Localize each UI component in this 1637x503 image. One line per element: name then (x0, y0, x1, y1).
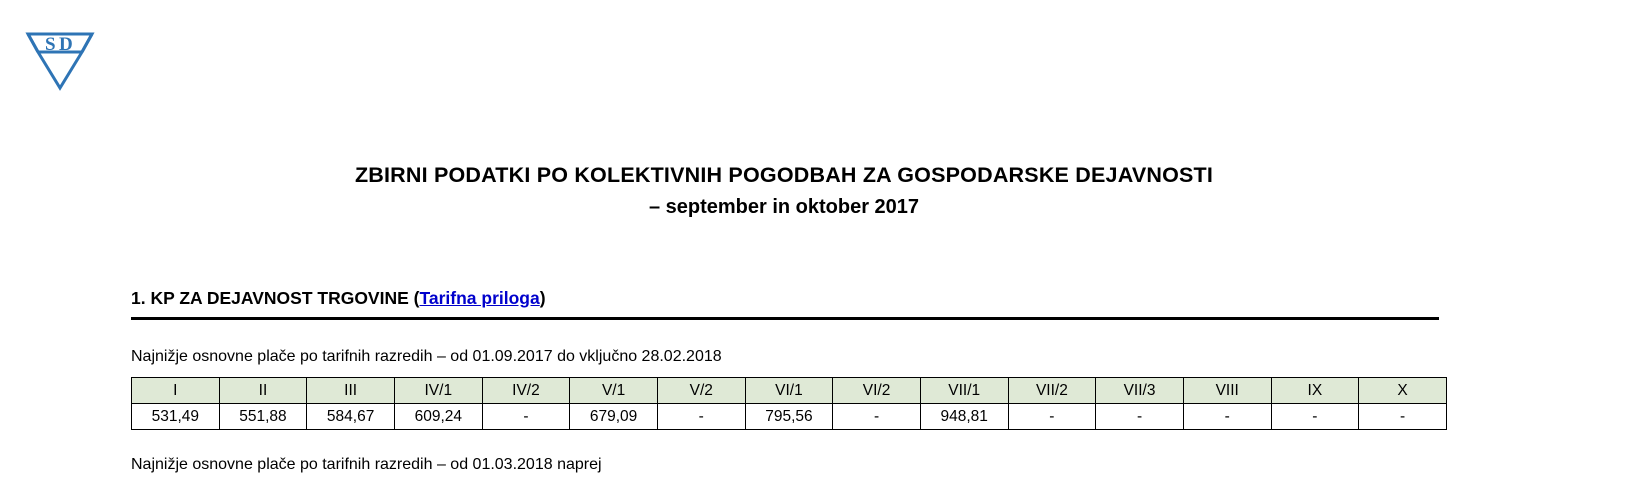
table-header-cell: VIII (1183, 378, 1271, 404)
page-title (0, 160, 1568, 222)
table-cell: 609,24 (394, 404, 482, 430)
table-header-cell: VII/3 (1096, 378, 1184, 404)
table-header-cell: X (1359, 378, 1447, 404)
salary-table (131, 377, 1447, 430)
table-cell: - (1008, 404, 1096, 430)
section-heading-close-paren: ) (539, 288, 546, 308)
table-header-cell: VI/1 (745, 378, 833, 404)
svg-text:S: S (45, 34, 56, 55)
section-heading (131, 288, 546, 309)
table-header-cell: IV/2 (482, 378, 570, 404)
table-cell: 679,09 (570, 404, 658, 430)
title-line-1: ZBIRNI PODATKI PO KOLEKTIVNIH POGODBAH ZA GOSPODARSKE DEJAVNOSTI (354, 163, 1214, 187)
table-cell: 948,81 (920, 404, 1008, 430)
table-cell: 531,49 (132, 404, 220, 430)
table-header-cell: II (219, 378, 307, 404)
table-header-cell: V/1 (570, 378, 658, 404)
table-header-cell: V/2 (657, 378, 745, 404)
table-cell: - (833, 404, 921, 430)
table-cell: - (1183, 404, 1271, 430)
table-caption-second: Najnižje osnovne plače po tarifnih razredih – od 01.03.2018 naprej (131, 456, 602, 473)
table-caption-first: Najnižje osnovne plače po tarifnih razredih – od 01.09.2017 do vključno 28.02.2018 (131, 348, 722, 365)
table-cell: - (1096, 404, 1184, 430)
table-cell: - (482, 404, 570, 430)
table-header-row (132, 378, 1447, 404)
table-header-cell: IV/1 (394, 378, 482, 404)
table-cell: - (1359, 404, 1447, 430)
tarifna-priloga-link[interactable]: Tarifna priloga (419, 288, 540, 308)
table-cell: 584,67 (307, 404, 395, 430)
table-header-cell: VI/2 (833, 378, 921, 404)
section-divider (131, 317, 1439, 320)
sd-diamond-logo (22, 30, 98, 92)
table-cell: 551,88 (219, 404, 307, 430)
table-cell: 795,56 (745, 404, 833, 430)
svg-text:D: D (59, 34, 73, 55)
title-line-2: – september in oktober 2017 (648, 196, 920, 218)
table-header-cell: VII/1 (920, 378, 1008, 404)
table-header-cell: I (132, 378, 220, 404)
table-row (132, 404, 1447, 430)
section-heading-text: 1. KP ZA DEJAVNOST TRGOVINE ( (131, 288, 420, 308)
table-cell: - (657, 404, 745, 430)
table-header-cell: VII/2 (1008, 378, 1096, 404)
table-header-cell: IX (1271, 378, 1359, 404)
table-cell: - (1271, 404, 1359, 430)
table-header-cell: III (307, 378, 395, 404)
